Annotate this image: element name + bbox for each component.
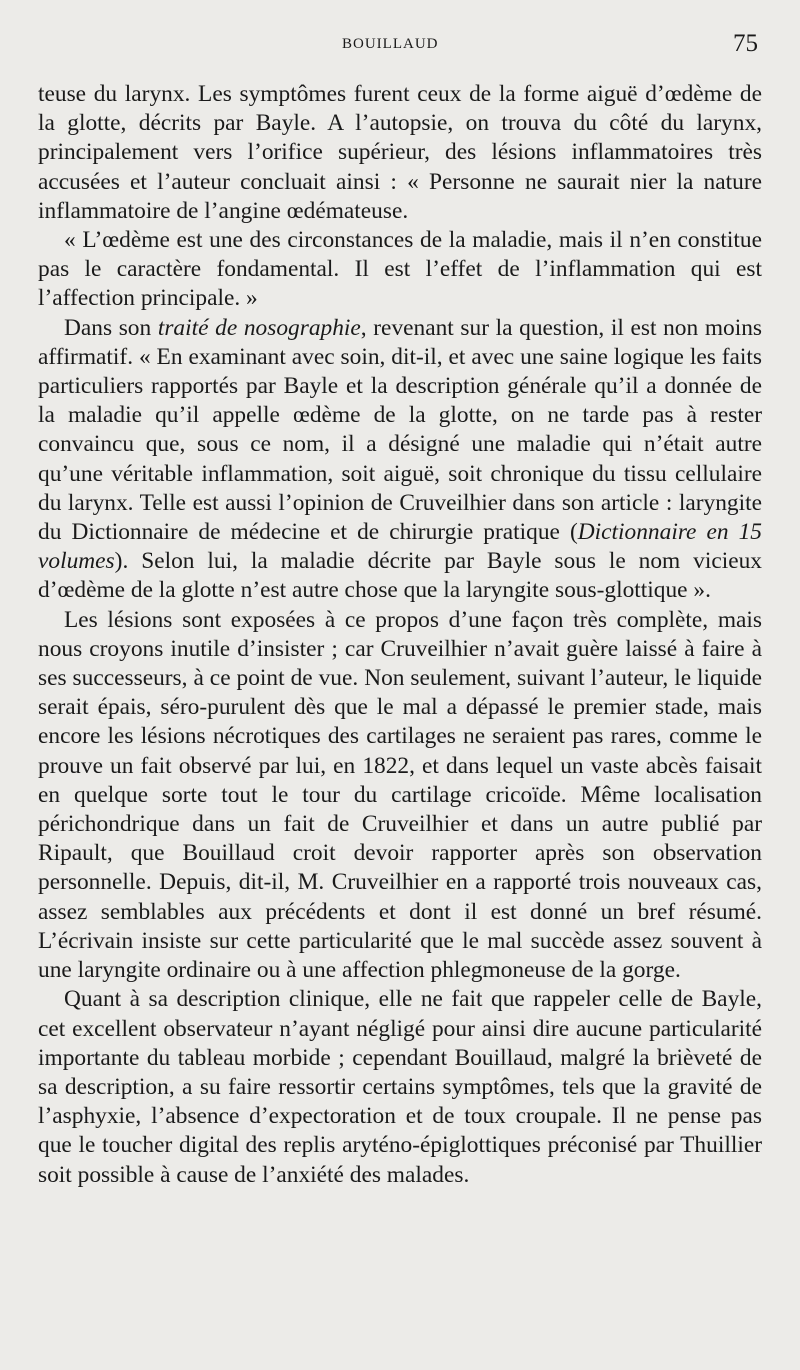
paragraph-5 <box>38 985 762 1189</box>
paragraph-4-text: Les lésions sont exposées à ce propos d’une façon très complète, mais nous croyons inutile d’insister ; car Cruveilhier n’avait guère laissé à faire à ses successeurs, à ce point de vue. Non seulement, suivant l’auteur, le liquide serait épais, séro-purulent dès que le mal a dépassé le premier stade, mais encore les lésions nécrotiques des cartilages ne seraient pas rares, comme le prouve un fait observé par lui, en 1822, et dans lequel un vaste abcès faisait en quelque sorte tout le tour du cartilage cricoïde. Même localisation périchondrique dans un fait de Cruveilhier et dans un autre publié par Ripault, que Bouillaud croit devoir rapporter après son observation personnelle. Depuis, dit-il, M. Cruveilhier en a rapporté trois nouveaux cas, assez semblables aux précédents et dont il est donné un bref résumé. L’écrivain insiste sur cette particularité que le mal succède assez souvent à une laryngite ordinaire ou à une affection phlegmoneuse de la gorge. <box>38 606 762 984</box>
paragraph-5-text: Quant à sa description clinique, elle ne fait que rappeler celle de Bayle, cet excellent observateur n’ayant négligé pour ainsi dire aucune particularité importante du tableau morbide ; cependant Bouillaud, malgré la brièveté de sa description, a su faire ressortir certains symptômes, tels que la gravité de l’asphyxie, l’absence d’expectoration et de toux croupale. Il ne pense pas que le toucher digital des replis aryténo-épiglottiques préconisé par Thuillier soit possible à cause de l’anxiété des malades. <box>38 986 762 1188</box>
paragraph-2 <box>38 226 762 314</box>
paragraph-1 <box>38 80 762 226</box>
paragraph-1-text: teuse du larynx. Les symptômes furent ceux de la forme aiguë d’œdème de la glotte, décrits par Bayle. A l’autopsie, on trouva du côté du larynx, principalement vers l’orifice supérieur, des lésions inflammatoires très accusées et l’auteur concluait ainsi : « Personne ne saurait nier la nature inflammatoire de l’angine œdémateuse. <box>38 81 762 224</box>
paragraph-2-text: « L’œdème est une des circonstances de la maladie, mais il n’en constitue pas le caractère fondamental. Il est l’effet de l’inflammation qui est l’affection principale. » <box>38 227 762 312</box>
paragraph-3-text-a: Dans son <box>64 314 158 341</box>
paragraph-3-text-c: ). Selon lui, la maladie décrite par Bayle sous le nom vicieux d’œdème de la glotte n’est autre chose que la laryngite sous-glottique ». <box>38 548 762 604</box>
paragraph-4 <box>38 606 762 986</box>
paragraph-3-text-b: , revenant sur la question, il est non moins affirmatif. « En examinant avec soin, dit-il, et avec une saine logique les faits particuliers rapportés par Bayle et la description générale qu’il a donnée de la maladie qu’il appelle œdème de la glotte, on ne tarde pas à rester convaincu que, sous ce nom, il a désigné une maladie qui n’était autre qu’une véritable inflammation, soit aiguë, soit chronique du tissu cellulaire du larynx. Telle est aussi l’opinion de Cruveilhier dans son article : laryngite du Dictionnaire de médecine et de chirurgie pratique ( <box>38 314 763 546</box>
page-header <box>0 30 800 60</box>
italic-dictionnaire: Dictionnaire en 15 volumes <box>38 519 762 575</box>
running-head: BOUILLAUD <box>342 36 439 52</box>
italic-title-nosographie: traité de nosographie <box>157 314 361 341</box>
page-number: 75 <box>733 30 758 57</box>
paragraph-3 <box>38 314 762 606</box>
body-text <box>38 80 762 1190</box>
